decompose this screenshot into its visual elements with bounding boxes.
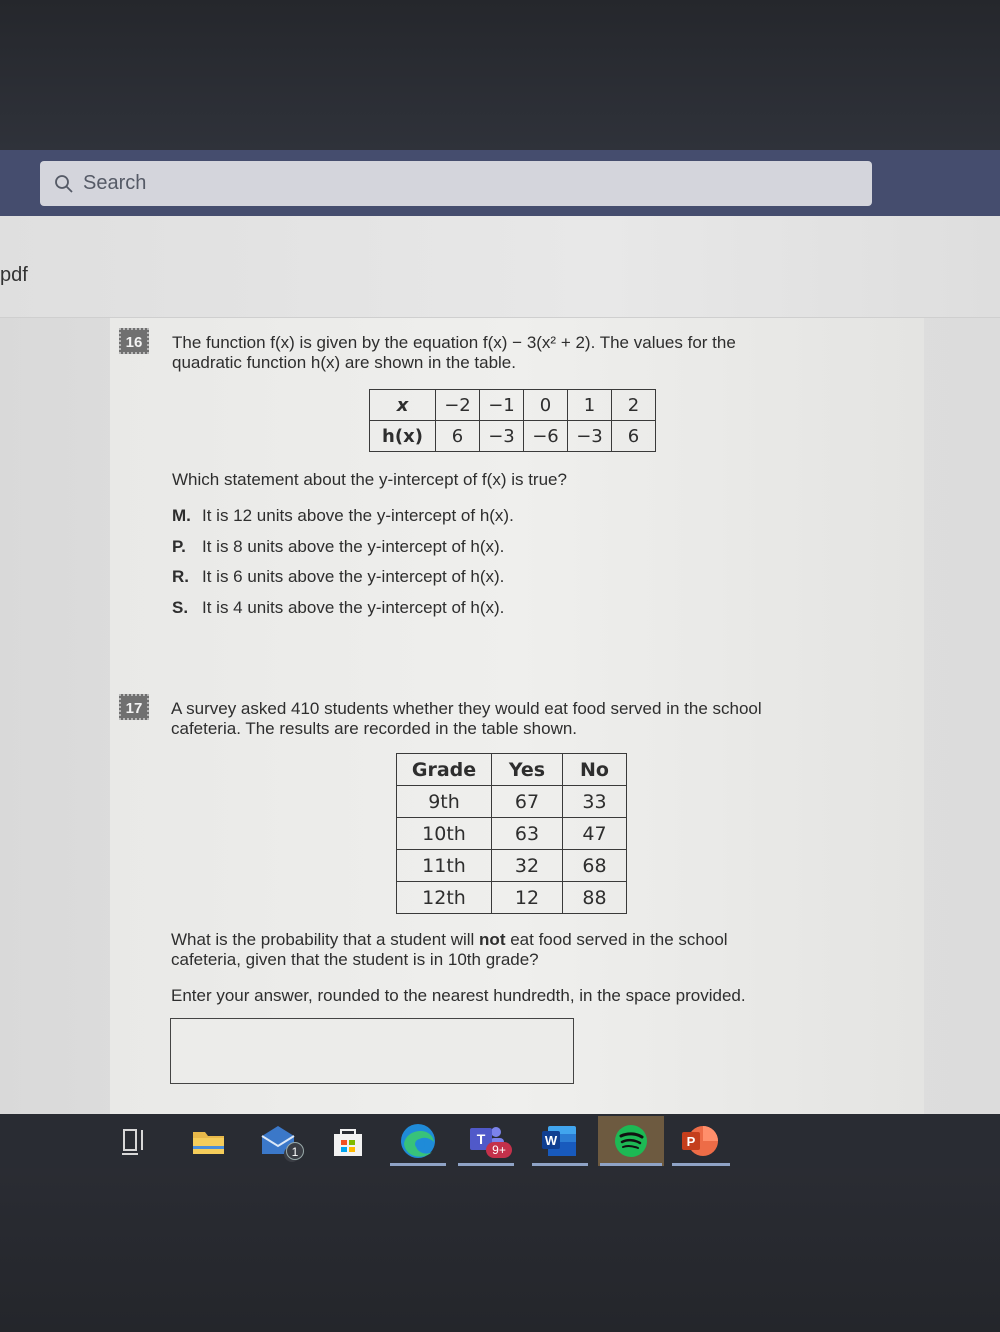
table-header-row <box>397 754 627 786</box>
table-cell: 12th <box>397 882 492 914</box>
question-17-stem-line2: cafeteria. The results are recorded in the table shown. <box>171 719 578 738</box>
question-16-prompt: Which statement about the y-intercept of f(x) is true? <box>172 470 567 489</box>
survey-results-table <box>396 753 627 914</box>
table-cell: x <box>370 390 436 421</box>
table-cell: 1 <box>568 390 612 421</box>
table-cell: −1 <box>480 390 524 421</box>
answer-option-m[interactable] <box>172 506 514 526</box>
option-text: It is 4 units above the y-intercept of h(x). <box>202 598 505 617</box>
option-letter: S. <box>172 598 189 617</box>
question-17-stem-line1: A survey asked 410 students whether they would eat food served in the school <box>171 699 762 718</box>
table-header-cell: No <box>563 754 627 786</box>
table-cell: 0 <box>524 390 568 421</box>
prompt-emphasis: not <box>479 930 506 949</box>
table-cell: −2 <box>436 390 480 421</box>
table-row <box>370 390 656 421</box>
question-17-prompt-line2: cafeteria, given that the student is in 10th grade? <box>171 950 539 969</box>
word-letter: W <box>544 1133 558 1148</box>
table-cell: 6 <box>436 421 480 452</box>
store-icon[interactable] <box>326 1120 370 1162</box>
search-placeholder: Search <box>83 172 147 194</box>
teams-active-indicator <box>458 1163 514 1166</box>
spotify-icon[interactable] <box>609 1120 653 1162</box>
answer-option-s[interactable] <box>172 598 504 618</box>
table-cell: 2 <box>612 390 656 421</box>
word-icon[interactable] <box>538 1120 582 1162</box>
option-text: It is 12 units above the y-intercept of h(x). <box>202 506 514 525</box>
table-cell: −3 <box>480 421 524 452</box>
question-17-number: 17 <box>119 694 149 720</box>
question-17-prompt-line1 <box>171 930 851 950</box>
table-cell: 11th <box>397 850 492 882</box>
table-cell: h(x) <box>370 421 436 452</box>
question-16-stem-line1: The function f(x) is given by the equation f(x) − 3(x² + 2). The values for the <box>172 333 736 352</box>
file-name-label: pdf <box>0 264 28 286</box>
question-17-stem <box>171 699 831 739</box>
word-active-indicator <box>532 1163 588 1166</box>
question-16-stem <box>172 333 832 373</box>
teams-letter: T <box>476 1131 486 1147</box>
prompt-text: What is the probability that a student will <box>171 930 480 949</box>
spotify-active-indicator <box>600 1163 662 1166</box>
table-cell: −6 <box>524 421 568 452</box>
table-cell: 32 <box>492 850 563 882</box>
table-cell: 67 <box>492 786 563 818</box>
mail-badge: 1 <box>286 1142 304 1160</box>
table-cell: 12 <box>492 882 563 914</box>
table-cell: 10th <box>397 818 492 850</box>
teams-badge: 9+ <box>486 1142 512 1158</box>
edge-icon[interactable] <box>396 1120 440 1162</box>
table-row <box>370 421 656 452</box>
screen-bezel-bottom <box>0 1168 1000 1332</box>
powerpoint-letter: P <box>686 1134 696 1149</box>
table-cell: 33 <box>563 786 627 818</box>
table-row <box>397 818 627 850</box>
table-cell: 47 <box>563 818 627 850</box>
option-text: It is 8 units above the y-intercept of h(x). <box>202 537 505 556</box>
answer-option-r[interactable] <box>172 567 504 587</box>
table-header-cell: Grade <box>397 754 492 786</box>
option-letter: P. <box>172 537 186 556</box>
table-header-cell: Yes <box>492 754 563 786</box>
option-text: It is 6 units above the y-intercept of h(x). <box>202 567 505 586</box>
prompt-text: eat food served in the school <box>505 930 728 949</box>
question-17-instruction: Enter your answer, rounded to the nearest hundredth, in the space provided. <box>171 986 746 1005</box>
table-cell: −3 <box>568 421 612 452</box>
edge-active-indicator <box>390 1163 446 1166</box>
table-cell: 9th <box>397 786 492 818</box>
table-cell: 88 <box>563 882 627 914</box>
screen-bezel-top <box>0 0 1000 150</box>
file-explorer-icon[interactable] <box>186 1120 230 1162</box>
question-17-prompt <box>171 930 851 970</box>
table-row <box>397 850 627 882</box>
powerpoint-icon[interactable] <box>678 1120 722 1162</box>
answer-option-p[interactable] <box>172 537 504 557</box>
table-cell: 68 <box>563 850 627 882</box>
search-icon <box>54 174 74 194</box>
answer-input-box[interactable] <box>170 1018 574 1084</box>
table-cell: 6 <box>612 421 656 452</box>
powerpoint-active-indicator <box>672 1163 730 1166</box>
file-header <box>0 216 1000 318</box>
table-cell: 63 <box>492 818 563 850</box>
table-row <box>397 786 627 818</box>
option-letter: R. <box>172 567 189 586</box>
search-box[interactable] <box>40 161 872 206</box>
task-view-icon[interactable] <box>112 1120 156 1162</box>
hx-values-table <box>369 389 656 452</box>
option-letter: M. <box>172 506 191 525</box>
question-16-stem-line2: quadratic function h(x) are shown in the table. <box>172 353 516 372</box>
question-16-number: 16 <box>119 328 149 354</box>
table-row <box>397 882 627 914</box>
